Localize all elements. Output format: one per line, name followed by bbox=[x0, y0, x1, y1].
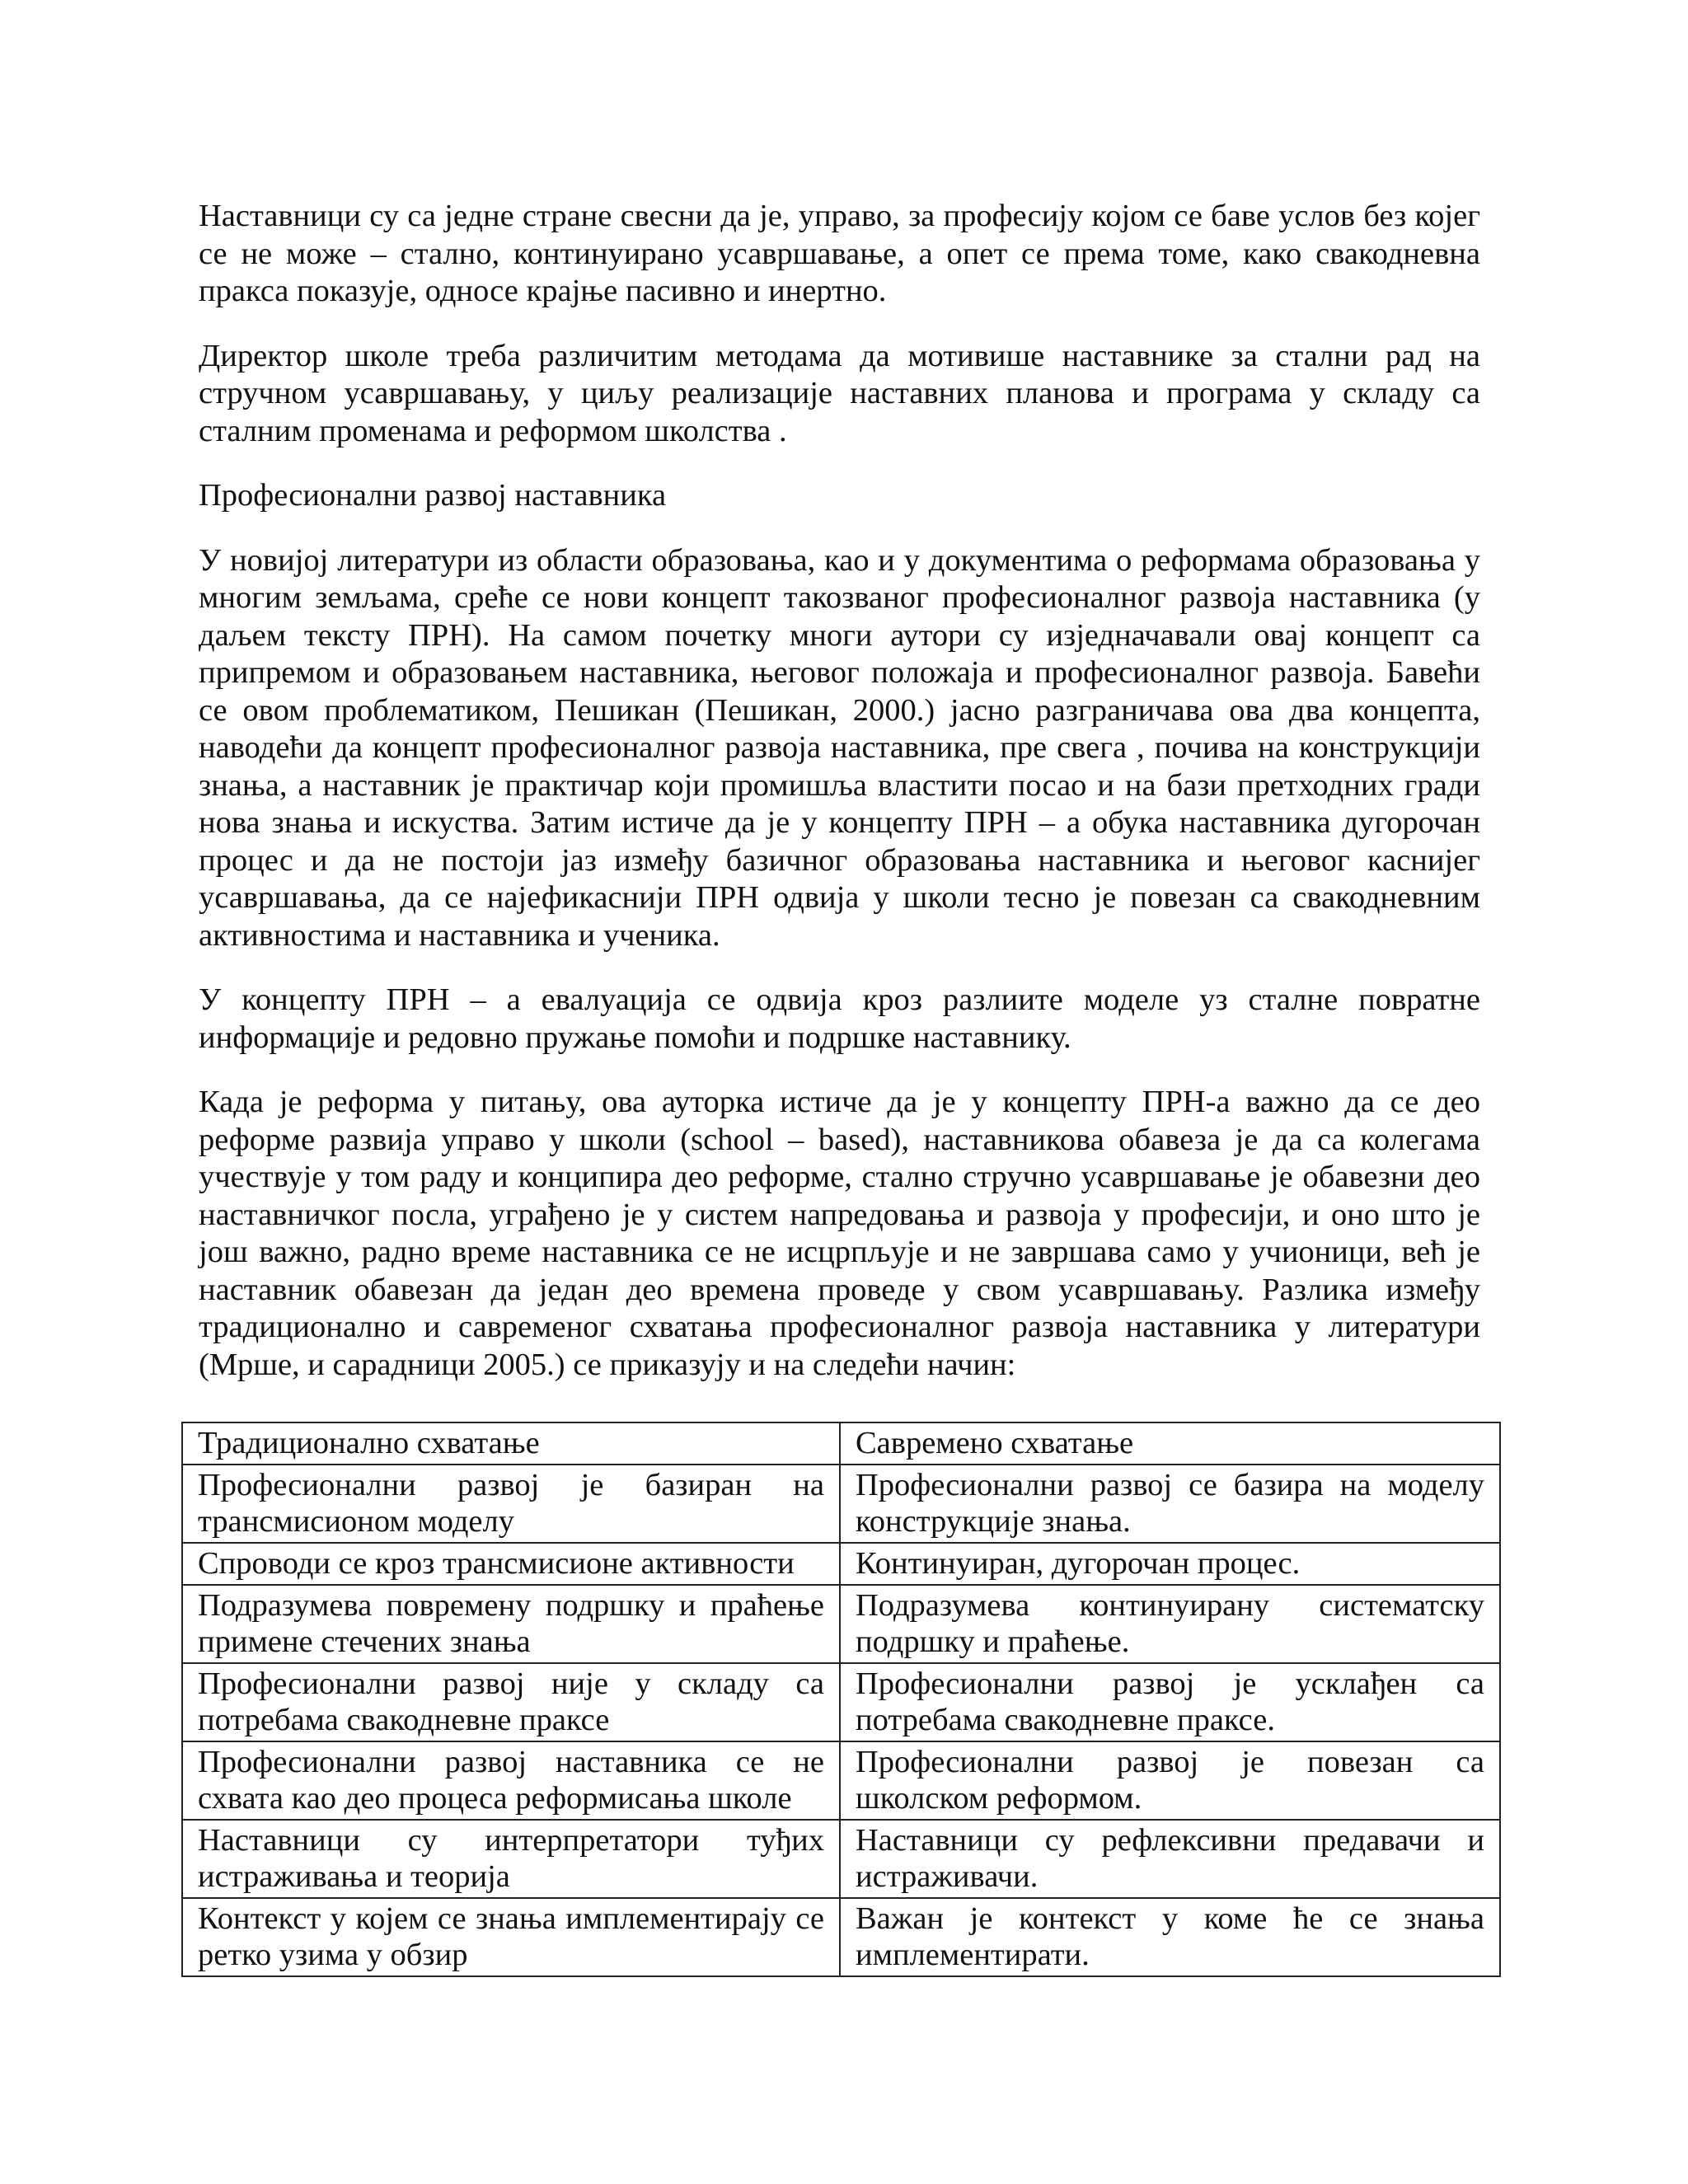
table-cell-modern: Професионални развој је повезан са школском реформом. bbox=[840, 1741, 1500, 1820]
table-row bbox=[182, 1543, 1500, 1585]
table-cell-traditional: Професионални развој наставника се не схвата као део процеса реформисања школе bbox=[182, 1741, 840, 1820]
paragraph-prn-evaluation: У концепту ПРН – а евалуација се одвија кроз разлиите моделе уз сталне повратне информације и редовно пружање помоћи и подршке наставнику. bbox=[199, 982, 1480, 1055]
table-cell-traditional: Контекст у којем се знања имплементирају се ретко узима у обзир bbox=[182, 1898, 840, 1976]
paragraph-teachers-awareness: Наставници су са једне стране свесни да је, управо, за професију којом се баве услов без којег се не може – стално, континуирано усавршавање, а опет се према томе, како свакодневна пракса показује, односе крајње пасивно и инертно. bbox=[199, 199, 1480, 308]
table-cell-modern: Професионални развој се базира на моделу конструкције знања. bbox=[840, 1465, 1500, 1543]
table-row bbox=[182, 1820, 1500, 1898]
header-cell-modern: Савремено схватање bbox=[840, 1422, 1500, 1465]
table-cell-traditional: Спроводи се кроз трансмисионе активности bbox=[182, 1543, 840, 1585]
paragraph-reform: Када је реформа у питању, ова ауторка истиче да је у концепту ПРН-а важно да се део реформе развија управо у школи (school – based), наставникова обавеза је да са колегама учествује у том раду и конципира део реформе, стално стручно усавршавање је обавезни део наставничког посла, уграђено је у систем напредовања и развоја у професији, и оно што је још важно, радно време наставника се не исцрпљује и не завршава само у учионици, већ је наставник обавезан да један део времена проведе у свом усавршавању. Разлика између традиционално и савременог схватања професионалног развоја наставника у литератури (Мрше, и сарадници 2005.) се приказују и на следећи начин: bbox=[199, 1085, 1480, 1382]
table-cell-traditional: Наставници су интерпретатори туђих истраживања и теорија bbox=[182, 1820, 840, 1898]
table-row bbox=[182, 1663, 1500, 1741]
table-cell-traditional: Подразумева повремену подршку и праћење примене стечених знања bbox=[182, 1585, 840, 1663]
table-row bbox=[182, 1465, 1500, 1543]
table-row bbox=[182, 1898, 1500, 1976]
table-cell-traditional: Професионални развој није у складу са потребама свакодневне праксе bbox=[182, 1663, 840, 1741]
table-cell-modern: Континуиран, дугорочан процес. bbox=[840, 1543, 1500, 1585]
table-header-row bbox=[182, 1422, 1500, 1465]
table-cell-modern: Професионални развој је усклађен са потребама свакодневне праксе. bbox=[840, 1663, 1500, 1741]
table-row bbox=[182, 1741, 1500, 1820]
document-body bbox=[199, 198, 1480, 1411]
table-cell-modern: Подразумева континуирану систематску подршку и праћење. bbox=[840, 1585, 1500, 1663]
table-cell-traditional: Професионални развој је базиран на трансмисионом моделу bbox=[182, 1465, 840, 1543]
table-cell-modern: Наставници су рефлексивни предавачи и истраживачи. bbox=[840, 1820, 1500, 1898]
table-row bbox=[182, 1585, 1500, 1663]
table-cell-modern: Важан је контекст у коме ће се знања имплементирати. bbox=[840, 1898, 1500, 1976]
comparison-table bbox=[181, 1422, 1501, 1977]
section-heading: Професионални развој наставника bbox=[199, 478, 667, 513]
paragraph-director-motivation: Директор школе треба различитим методама да мотивише наставнике за стални рад на стручном усавршавању, у циљу реализације наставних планова и програма у складу са сталним променама и реформом школства . bbox=[199, 338, 1480, 448]
header-cell-traditional: Традиционално схватање bbox=[182, 1422, 840, 1465]
paragraph-prn-concept: У новијој литератури из области образовања, као и у документима о реформама образовања у многим земљама, среће се нови концепт такозваног професионалног развоја наставника (у даљем тексту ПРН). На самом почетку многи аутори су изједначавали овај концепт са припремом и образовањем наставника, његовог положаја и професионалног развоја. Бавећи се овом проблематиком, Пешикан (Пешикан, 2000.) јасно разграничава ова два концепта, наводећи да концепт професионалног развоја наставника, пре свега , почива на конструкцији знања, а наставник је практичар који промишља властити посао и на бази претходних гради нова знања и искуства. Затим истиче да је у концепту ПРН – а обука наставника дугорочан процес и да не постоји јаз између базичног образовања наставника и његовог каснијег усавршавања, да се најефикаснији ПРН одвија у школи тесно је повезан са свакодневним активностима и наставника и ученика. bbox=[199, 542, 1480, 953]
